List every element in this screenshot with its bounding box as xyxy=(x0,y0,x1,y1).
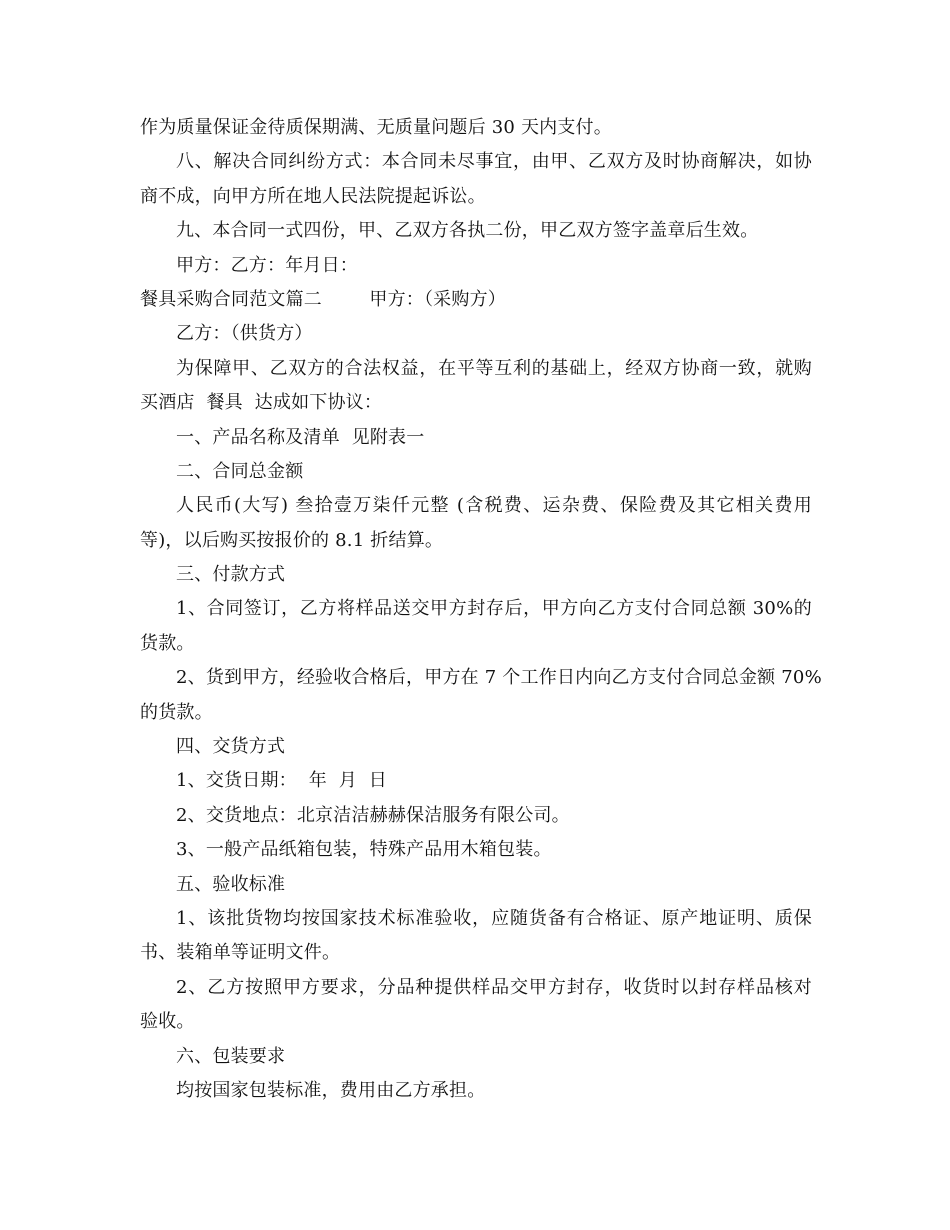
text-line: 3、一般产品纸箱包装，特殊产品用木箱包装。 xyxy=(176,839,552,861)
text-line: 均按国家包装标准，费用由乙方承担。 xyxy=(176,1079,486,1101)
text-line: 人民币(大写) 叁拾壹万柒仟元整 (含税费、运杂费、保险费及其它相关费用 xyxy=(176,495,812,517)
text-line: 商不成，向甲方所在地人民法院提起诉讼。 xyxy=(140,185,486,207)
text-line: 1、交货日期： 年 月 日 xyxy=(176,770,387,792)
text-line: 的货款。 xyxy=(140,701,213,723)
text-line: 五、验收标准 xyxy=(176,873,286,895)
text-line: 1、该批货物均按国家技术标准验收，应随货备有合格证、原产地证明、质保 xyxy=(176,907,812,929)
document-body xyxy=(140,111,822,1108)
text-line: 2、交货地点：北京洁洁赫赫保洁服务有限公司。 xyxy=(176,804,570,826)
text-line: 2、乙方按照甲方要求，分品种提供样品交甲方封存，收货时以封存样品核对 xyxy=(176,976,812,998)
text-line: 书、装箱单等证明文件。 xyxy=(140,942,341,964)
text-line: 六、包装要求 xyxy=(176,1045,286,1067)
text-line: 2、货到甲方，经验收合格后，甲方在 7 个工作日内向乙方支付合同总金额 70% xyxy=(176,667,822,689)
text-line: 验收。 xyxy=(140,1011,195,1033)
text-line: 货款。 xyxy=(140,632,195,654)
text-line: 为保障甲、乙双方的合法权益，在平等互利的基础上，经双方协商一致，就购 xyxy=(176,357,812,379)
text-line: 一、产品名称及清单 见附表一 xyxy=(176,426,425,448)
text-line: 八、解决合同纠纷方式：本合同未尽事宜，由甲、乙双方及时协商解决，如协 xyxy=(176,151,812,173)
text-line: 1、合同签订，乙方将样品送交甲方封存后，甲方向乙方支付合同总额 30%的 xyxy=(176,598,812,620)
text-line: 乙方：（供货方） xyxy=(176,323,313,345)
text-line: 二、合同总金额 xyxy=(176,460,304,482)
text-line: 买酒店 餐具 达成如下协议： xyxy=(140,392,383,414)
text-line: 三、付款方式 xyxy=(176,564,286,586)
section-heading-line: 餐具采购合同范文篇二 甲方：（采购方） xyxy=(140,288,506,310)
text-line: 九、本合同一式四份，甲、乙双方各执二份，甲乙双方签字盖章后生效。 xyxy=(176,220,759,242)
text-line: 作为质量保证金待质保期满、无质量问题后 30 天内支付。 xyxy=(140,117,612,138)
text-line: 甲方：乙方：年月日： xyxy=(176,254,358,276)
text-line: 等)，以后购买按报价的 8.1 折结算。 xyxy=(140,529,444,551)
text-line: 四、交货方式 xyxy=(176,736,286,758)
